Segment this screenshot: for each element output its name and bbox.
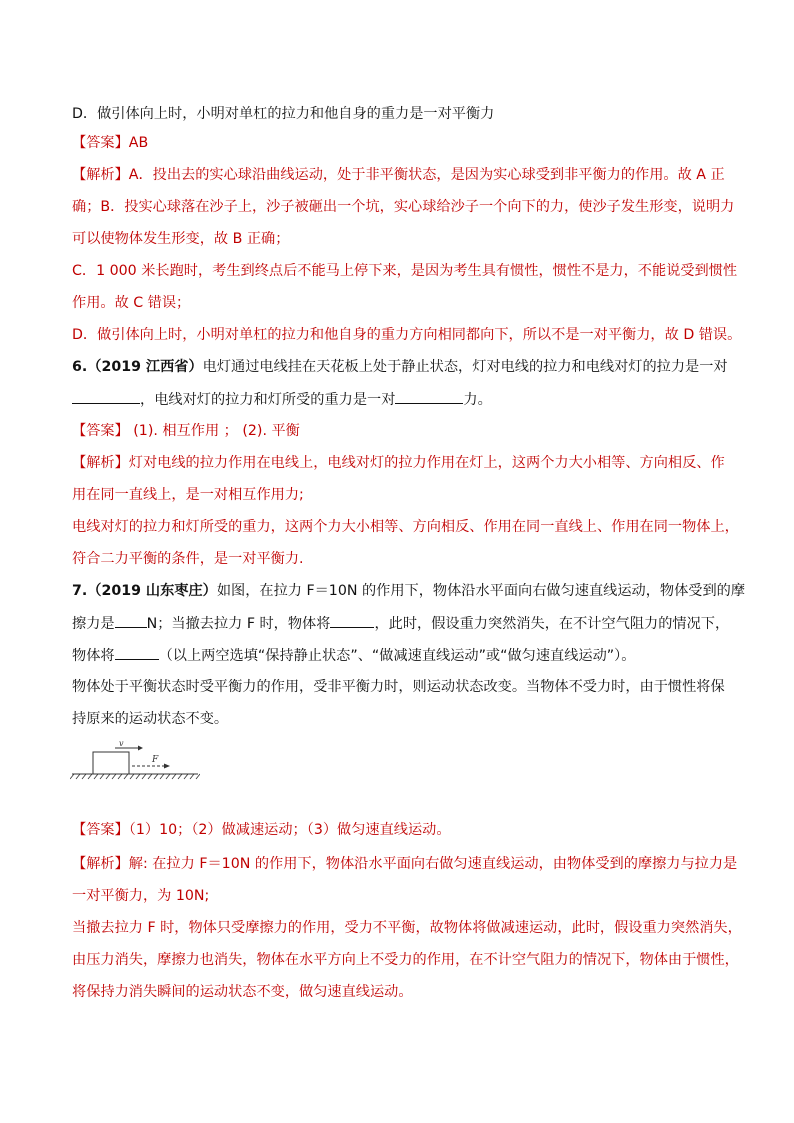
explanation-tag: 【解析】	[72, 167, 129, 183]
block-on-surface-figure	[70, 740, 200, 780]
explanation-5-line2: 确；B．投实心球落在沙子上，沙子被砸出一个坑，实心球给沙子一个向下的力，使沙子发生形变，说明力	[72, 199, 735, 215]
fill-blank-1	[115, 613, 147, 628]
force-label: F	[152, 755, 159, 765]
fill-blank-2	[395, 389, 463, 404]
question-number: 7.	[72, 583, 88, 599]
explanation-6-line1: 【解析】灯对电线的拉力作用在电线上，电线对灯的拉力作用在灯上，这两个力大小相等、方向相反、作	[72, 455, 725, 471]
question-7-line2: 擦力是 N；当撤去拉力 F 时，物体将 ，此时，假设重力突然消失，在不计空气阻力的情况下，	[72, 613, 732, 634]
answer-value: (1). 相互作用 ； (2). 平衡	[128, 423, 300, 439]
explanation-7-line5: 将保持力消失瞬间的运动状态不变，做匀速直线运动。	[72, 984, 413, 1000]
answer-value: （1）10；（2）做减速运动；（3）做匀速直线运动。	[128, 822, 451, 838]
explanation-6-line4: 符合二力平衡的条件，是一对平衡力.	[72, 551, 304, 567]
explanation-6-line3: 电线对灯的拉力和灯所受的重力，这两个力大小相等、方向相反、作用在同一直线上、作用在同一物体上，	[72, 519, 739, 535]
fill-blank-1	[72, 389, 140, 404]
fill-blank-3	[115, 645, 159, 660]
answer-tag: 【答案】	[72, 423, 129, 439]
explanation-7-line1: 【解析】解: 在拉力 F＝10N 的作用下，物体沿水平面向右做匀速直线运动，由物体受到的摩擦力与拉力是	[72, 856, 738, 872]
explanation-5-line6: D．做引体向上时，小明对单杠的拉力和他自身的重力方向相同都向下，所以不是一对平衡力，故 D 错误。	[72, 327, 742, 343]
option-d-text: D．做引体向上时，小明对单杠的拉力和他自身的重力是一对平衡力	[72, 106, 495, 122]
question-7-line4: 物体处于平衡状态时受平衡力的作用，受非平衡力时，则运动状态改变。当物体不受力时，由于惯性将保	[72, 679, 725, 695]
answer-5	[72, 133, 732, 153]
question-number: 6.	[72, 359, 88, 375]
explanation-7-line3: 当撤去拉力 F 时，物体只受摩擦力的作用，受力不平衡，故物体将做减速运动，此时，假设重力突然消失，	[72, 920, 742, 936]
explanation-5-line3: 可以使物体发生形变，故 B 正确；	[72, 231, 290, 247]
velocity-arrowhead	[138, 746, 143, 751]
block	[93, 752, 129, 774]
fill-blank-2	[330, 613, 374, 628]
question-6-line1: 6.（2019 江西省）电灯通过电线挂在天花板上处于静止状态，灯对电线的拉力和电线对灯的拉力是一对	[72, 359, 728, 375]
explanation-5-line1: 【解析】A．投出去的实心球沿曲线运动，处于非平衡状态，是因为实心球受到非平衡力的作用。故 A 正	[72, 167, 725, 183]
velocity-label: v	[119, 740, 124, 748]
answer-value: AB	[128, 135, 149, 151]
explanation-5-line4: C．1 000 米长跑时，考生到终点后不能马上停下来，是因为考生具有惯性，惯性不是力，不能说受到惯性	[72, 263, 738, 279]
answer-tag: 【答案】	[72, 135, 129, 151]
question-7-line1: 7.（2019 山东枣庄）如图，在拉力 F＝10N 的作用下，物体沿水平面向右做匀速直线运动，物体受到的摩	[72, 583, 746, 599]
explanation-7-line4: 由压力消失，摩擦力也消失，物体在水平方向上不受力的作用，在不计空气阻力的情况下，物体由于惯性，	[72, 952, 739, 968]
explanation-7-line2: 一对平衡力，为 10N;	[72, 888, 210, 904]
answer-7	[72, 820, 732, 840]
ground-hatching	[70, 774, 200, 779]
explanation-5-line5: 作用。故 C 错误；	[72, 295, 191, 311]
explanation-tag: 【解析】	[72, 856, 129, 872]
question-7-line3: 物体将 （以上两空选填“保持静止状态”、“做减速直线运动”或“做匀速直线运动”）。	[72, 645, 732, 666]
question-source: （2019 江西省）	[87, 359, 203, 375]
explanation-6-line2: 用在同一直线上，是一对相互作用力;	[72, 487, 304, 503]
force-arrowhead	[164, 764, 170, 769]
explanation-tag: 【解析】	[72, 455, 129, 471]
answer-tag: 【答案】	[72, 822, 129, 838]
question-7-line5: 持原来的运动状态不变。	[72, 711, 229, 727]
question-source: （2019 山东枣庄）	[87, 583, 217, 599]
question-6-line2: ，电线对灯的拉力和灯所受的重力是一对 力。	[72, 389, 732, 410]
answer-6	[72, 421, 732, 441]
